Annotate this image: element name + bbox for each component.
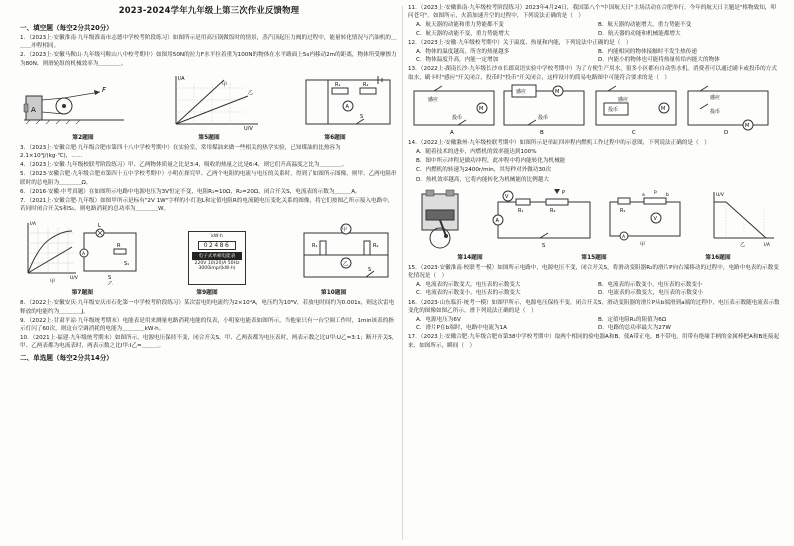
question-10: 10．（2021上·福建·九年级统考期末）如图所示，电源电压保持不变，闭合开关S，甲、乙两表都为电压表时，两表示数之比U甲:U乙=3:1；断开开关S，甲、乙两表都为电流表时，两表示数之比I甲:I乙=＿＿＿。	[20, 335, 398, 350]
q13d-coin-label: 投币	[710, 108, 721, 115]
caption-row-2	[20, 287, 398, 296]
q12-option-a[interactable]: A．物体的温度越高，所含的热量越多	[416, 49, 510, 56]
fig7-ammeter-label: A	[82, 252, 86, 258]
question-11: 11．（2023上·安徽淮南·九年级校考阶段练习）2023年4月24日，我国第八个"中国航天日"主场活动在合肥举行。今年的航天日主题是"格物致知，叩问苍穹"。如图所示，火箭加速升空的过程中，下列说法正确的是（ ）	[408, 5, 776, 20]
q13-circuit-a[interactable]	[414, 86, 494, 135]
q13d-sensor-label: 感应	[710, 94, 721, 101]
q13-circuit-b[interactable]	[504, 85, 584, 135]
q13-label-a: A	[450, 129, 454, 135]
q13b-sensor-label: 感应	[516, 88, 527, 95]
switch-label: S	[360, 113, 364, 120]
question-12: 12．（2023上·安徽·九年级校考期中）关于温度、热量和内能，下列说法中正确的是（ ）	[408, 39, 632, 46]
question-2: 2．（2023上·安徽马鞍山·九年级马鞍山八中校考期中）如图用50N的拉力F水平拉着重为100N的物体在水平路面上5s内移动2m的距离，物体所受摩擦力为80N，则滑轮组的机械效率为＿＿＿＿。	[20, 52, 397, 67]
q14-option-a[interactable]: A．随着技术的进步，内燃机的效率能达到100%	[416, 149, 537, 156]
meter-unit: kW·h	[211, 234, 223, 240]
figure-7	[20, 217, 140, 285]
q13a-motor: M	[479, 105, 484, 112]
question-7: 7．（2021上·安徽合肥·九年级）如图甲所示是标有"2V 1W"字样的小灯泡L和定值电阻R的电流随电压变化关系的图像，将它们按图乙所示接入电路中，若同时闭合开关S和S₁，则电路消耗的总功率为＿＿＿＿W。	[20, 198, 394, 213]
q16-option-a[interactable]: A．电源电压为6V	[416, 317, 461, 324]
q13a-coin-label: 投币	[452, 114, 463, 121]
q14-option-c[interactable]: C．内燃机的转速为2400r/min，其每秒对外做功30次	[416, 167, 552, 174]
caption-fig6: 第6题图	[324, 134, 346, 141]
fig16-b-label: b	[666, 192, 669, 198]
q11-option-d[interactable]: D．航天器的动能和机械能都增大	[598, 30, 681, 37]
q15-option-b[interactable]: B．电流表的示数变小，电压表的示数变小	[598, 282, 703, 289]
figure-row-14-15-16	[408, 186, 780, 250]
figure-6-circuit	[298, 74, 398, 130]
q16-options	[416, 316, 780, 332]
q15-options	[416, 281, 780, 297]
q16-option-b[interactable]: B．定值电阻R₁的阻值为6Ω	[598, 317, 667, 324]
figure-9-meter	[188, 231, 246, 285]
fig16-r1-label: R₁	[620, 207, 626, 214]
q16-option-d[interactable]: D．电路的总功率最大为27W	[598, 325, 671, 332]
caption-fig2: 第2题图	[72, 134, 94, 141]
q12-option-c[interactable]: C．物体温度升高，内能一定增加	[416, 57, 499, 64]
q13d-motor: M	[745, 122, 750, 129]
caption-fig14: 第14题图	[457, 254, 483, 261]
question-4: 4．（2023上·安徽·九年级校联考阶段练习）甲、乙两物体质量之比是3:4，吸收的热量之比是6:4，则它们升高温度之比为＿＿＿＿。	[20, 162, 348, 169]
q11-option-b[interactable]: B．航天器的动能增大，重力势能不变	[598, 22, 692, 29]
q13b-motor: M	[555, 88, 560, 95]
caption-fig5: 第5题图	[198, 134, 220, 141]
fig16-a-label: a	[642, 192, 645, 198]
fig7-i-label: I/A	[30, 222, 36, 228]
q13c-motor: M	[661, 105, 666, 112]
q13-label-c: C	[632, 129, 636, 135]
fig16-u-label: U/V	[716, 192, 724, 198]
q13-circuit-options	[408, 83, 778, 135]
figure-row-2-5-6	[20, 70, 398, 130]
fig10-r2-label: R₂	[373, 243, 379, 250]
fig7-yi-label: 乙	[108, 281, 114, 286]
question-6: 6．（2016·安徽·中考真题）在如图所示电路中电源电压为3V恒定不变，电阻R₁=10Ω，R₂=20Ω，闭合开关S，电流表的示数为＿＿＿A。	[20, 188, 361, 195]
figure-16	[604, 188, 780, 250]
fig15-voltmeter-label: V	[505, 193, 509, 200]
fig7-u-label: U/V	[70, 276, 78, 282]
r1-label: R₁	[335, 81, 341, 88]
block-a-label: A	[31, 105, 36, 114]
fig10-yi-label: 乙	[343, 261, 349, 268]
fig16-p-label: P	[654, 190, 657, 196]
fig16-voltmeter-label: V	[653, 215, 657, 222]
q13c-coin-label: 投币	[608, 106, 619, 113]
question-3: 3．（2023上·安徽合肥·九年级合肥市第四十八中学校考期中）在实验室，常用煤油来做一些相关的热学实验，已知煤油的比热容为2.1×10³J/(kg·℃)，……	[20, 144, 341, 160]
figure-10-circuit	[294, 221, 398, 285]
q15-option-d[interactable]: D．电流表的示数变大，电压表的示数变小	[598, 290, 703, 297]
question-1: 1．（2023上·安徽淮南·九年级淮南市志德中学校考阶段练习）如图所示是用高压锅做饭时的情景，蒸汽顶起压力阀的过程中，能量转化情况与汽油机的＿＿＿冲程相同。	[20, 35, 397, 50]
fig16-ammeter-label: A	[622, 234, 626, 240]
q14-option-d[interactable]: D．热机效率越高，它将内能转化为机械能的比例越大	[416, 176, 549, 183]
question-13: 13．（2022上·湖南长沙·九年级长沙市长郡双语实验中学校考期中）为了方便生产用水，很多小区都有自动售水机。消费者可以通过刷卡或投币的方式取水，刷卡时"感应"开关闭合，投币时"投币"开关闭合，这样设计的简易电路图中可能符合要求的是（ ）	[408, 66, 777, 81]
fig16-jia-label: 甲	[640, 241, 646, 248]
u-axis-label: U/V	[244, 125, 253, 130]
i-axis-label: I/A	[178, 75, 185, 82]
figure-row-7-9-10	[20, 215, 398, 285]
r2-label: R₂	[363, 81, 369, 88]
q16-option-c[interactable]: C．滑片P在b端时，电路中电流为1A	[416, 325, 507, 332]
fig10-s-label: S	[368, 267, 372, 274]
fig15-p-label: P	[562, 189, 566, 196]
question-8: 8．（2022上·安徽安庆·九年级安庆市石化第一中学校考阶段练习）某次雷电的电流约为2×10⁴A，电压约为10⁸V，若放电时间约为0.001s，则这次雷电释放的电能约为＿＿＿＿J。	[20, 300, 395, 315]
q12-options	[416, 48, 780, 64]
q12-option-b[interactable]: B．内能相同的物体接触时不发生热传递	[598, 49, 697, 56]
q13c-sensor-label: 感应	[618, 96, 629, 103]
q14-option-b[interactable]: B．图中所示冲程是做功冲程，此冲程中将内能转化为机械能	[416, 158, 566, 165]
fig7-r-label: R	[117, 243, 121, 250]
fig7-s-label: S	[108, 275, 112, 282]
section-single-choice: 二、单选题（每空2分共14分）	[20, 353, 113, 362]
question-16: 16．（2023·山东临沂·统考一模）如图甲所示，电源电压保持不变，闭合开关S，滑动变阻器的滑片P从b端滑到a端的过程中，电压表示数随电流表示数变化的图像如图乙所示，滑下列说法正确的是（ ）	[408, 299, 780, 314]
figure-15-circuit	[486, 188, 596, 250]
q11-option-a[interactable]: A．航天器的动能和重力势能都不变	[416, 22, 504, 29]
fig7-lamp-label: L	[98, 223, 101, 230]
q13-circuit-d[interactable]	[688, 86, 768, 135]
fig7-s1-label: S₁	[124, 261, 130, 268]
fig15-r2-label: R₂	[550, 207, 556, 214]
q11-options	[416, 21, 780, 37]
q13-circuit-c[interactable]	[596, 86, 676, 135]
ammeter-label: A	[345, 103, 349, 110]
left-column	[20, 0, 398, 546]
q13-label-b: B	[540, 129, 544, 135]
caption-row-1	[20, 132, 398, 141]
fig15-r1-label: R₁	[518, 207, 524, 214]
caption-fig15: 第15题图	[581, 254, 607, 261]
line-yi-label: 乙	[248, 89, 254, 96]
caption-row-right	[408, 252, 780, 261]
fig16-i-label: I/A	[764, 242, 770, 248]
meter-name: 电子式单相电能表	[192, 252, 242, 260]
q12-option-d[interactable]: D．内能小的物体也可能将热量传给内能大的物体	[598, 57, 720, 64]
fig16-yi-label: 乙	[740, 241, 746, 248]
q15-option-c[interactable]: C．电流表的示数变小，电压表的示数变大	[416, 290, 521, 297]
fig15-s-label: S	[542, 242, 546, 249]
right-column	[408, 0, 780, 546]
q13a-sensor-label: 感应	[428, 96, 439, 103]
question-5: 5．（2023·安徽合肥·九年级合肥市第四十五中学校考期中）小明在探究甲、乙两个电阻的电流与电压的关系时，得到了如图所示图像，则甲、乙两电阻串联时的总电阻为＿＿＿＿Ω。	[20, 171, 397, 186]
question-17: 17．（2023上·安徽合肥·九年级合肥市第38中学校考期中）取两个相同的验电器A和B，使A带正电，B不带电，用带有绝缘手柄的金属棒把A和B连接起来，如图所示，瞬间（ ）	[408, 334, 780, 349]
meter-digits: 02486	[198, 241, 236, 250]
fig10-jia-label: 甲	[342, 227, 348, 234]
line-jia-label: 甲	[222, 81, 228, 88]
figure-2-pulley	[20, 74, 130, 130]
fig7-jia-label: 甲	[50, 279, 56, 286]
figure-14-engine	[408, 188, 478, 250]
page-title: 2023-2024学年九年级上第三次作业反馈物理	[118, 5, 300, 15]
meter-imp: 3000imp/(kW·h)	[198, 266, 236, 272]
caption-fig7: 第7题图	[71, 290, 94, 297]
figure-5-graph	[164, 72, 264, 130]
q11-option-c[interactable]: C．航天器的动能不变，重力势能增大	[416, 30, 510, 37]
question-14: 14．（2022上·安徽滁州·九年级校联考期中）如图所示是单缸四冲程内燃机工作过程中的示意图，下列说法正确的是（ ）	[408, 139, 710, 146]
question-15: 15．（2023·安徽淮南·校联考一模）如图所示电路中，电源电压不变，闭合开关S，将滑动变阻器R₂的滑片P向右端移动的过程中，电路中电表的示数变化情况是（ ）	[408, 264, 779, 280]
q13-label-d: D	[724, 129, 729, 135]
q13b-coin-label: 投币	[538, 114, 549, 121]
caption-fig10: 第10题图	[320, 290, 347, 297]
meter-spec: 220V 10(20)A 50Hz	[194, 261, 240, 267]
fig15-ammeter-label: A	[495, 217, 499, 224]
column-divider	[402, 6, 403, 540]
section-fill-blank: 一、填空题（每空2分共20分）	[20, 24, 113, 32]
question-9: 9．（2022上·甘肃平凉·九年级统考期末）电能表是用来测量电路消耗电能的仪表，小明家电能表如图所示，当他家只有一台空调工作时，1min该表的指示灯闪了60次，则这台空调消耗的电能为＿＿＿＿kW·h。	[20, 317, 394, 333]
force-f-label: F	[102, 85, 107, 94]
caption-fig16: 第16题图	[705, 254, 731, 261]
q15-option-a[interactable]: A．电流表的示数变大，电压表的示数变大	[416, 282, 521, 289]
caption-fig9: 第9题图	[196, 290, 218, 297]
fig10-r1-label: R₁	[312, 243, 318, 250]
